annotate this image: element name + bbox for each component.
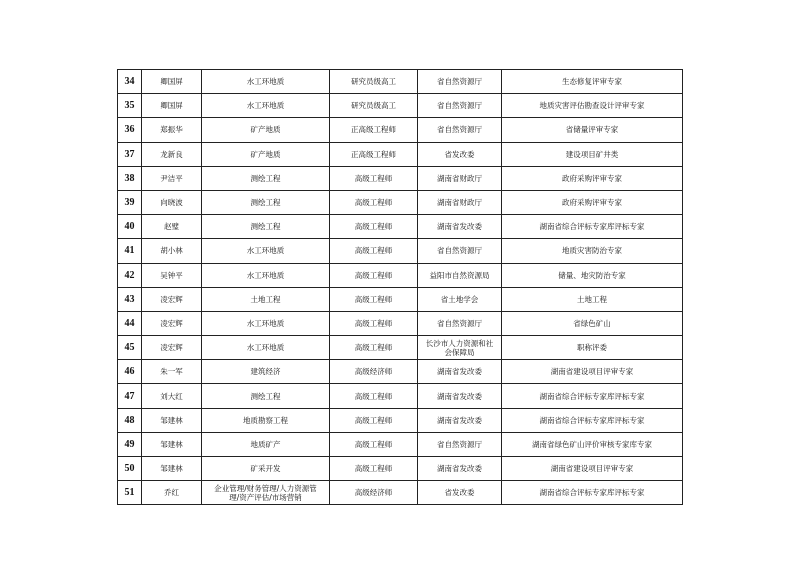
expert-category-cell: 省绿色矿山 (502, 311, 683, 335)
expert-name-cell: 朱一军 (142, 360, 202, 384)
appointing-unit-cell: 长沙市人力资源和社 会保障局 (418, 336, 502, 360)
expert-category-cell: 地质灾害防治专家 (502, 239, 683, 263)
specialty-cell: 土地工程 (202, 287, 330, 311)
professional-title-cell: 高级工程师 (330, 190, 418, 214)
appointing-unit-cell: 省土地学会 (418, 287, 502, 311)
table-row (118, 142, 683, 166)
row-number-cell: 47 (118, 384, 142, 408)
professional-title-cell: 高级工程师 (330, 166, 418, 190)
row-number-cell: 45 (118, 336, 142, 360)
table-row (118, 384, 683, 408)
specialty-cell: 测绘工程 (202, 190, 330, 214)
professional-title-cell: 高级经济师 (330, 481, 418, 505)
expert-category-cell: 职称评委 (502, 336, 683, 360)
expert-name-cell: 卿国屏 (142, 70, 202, 94)
table-row (118, 70, 683, 94)
expert-name-cell: 向晓波 (142, 190, 202, 214)
table-row (118, 481, 683, 505)
expert-category-cell: 湖南省综合评标专家库评标专家 (502, 408, 683, 432)
table-row (118, 408, 683, 432)
specialty-cell: 矿产地质 (202, 142, 330, 166)
appointing-unit-cell: 省自然资源厅 (418, 94, 502, 118)
specialty-cell: 矿采开发 (202, 457, 330, 481)
row-number-cell: 35 (118, 94, 142, 118)
row-number-cell: 40 (118, 215, 142, 239)
table-row (118, 94, 683, 118)
appointing-unit-cell: 省发改委 (418, 142, 502, 166)
expert-category-cell: 湖南省综合评标专家库评标专家 (502, 215, 683, 239)
professional-title-cell: 高级工程师 (330, 263, 418, 287)
expert-category-cell: 储量、地灾防治专家 (502, 263, 683, 287)
expert-category-cell: 湖南省建设项目评审专家 (502, 457, 683, 481)
professional-title-cell: 高级工程师 (330, 311, 418, 335)
appointing-unit-cell: 省自然资源厅 (418, 118, 502, 142)
specialty-cell: 水工环地质 (202, 336, 330, 360)
appointing-unit-cell: 湖南省发改委 (418, 408, 502, 432)
row-number-cell: 49 (118, 432, 142, 456)
appointing-unit-cell: 省自然资源厅 (418, 432, 502, 456)
expert-name-cell: 郑振华 (142, 118, 202, 142)
specialty-cell: 水工环地质 (202, 311, 330, 335)
specialty-cell: 地质矿产 (202, 432, 330, 456)
professional-title-cell: 高级工程师 (330, 239, 418, 263)
expert-name-cell: 邹建林 (142, 457, 202, 481)
specialty-cell: 测绘工程 (202, 384, 330, 408)
expert-name-cell: 吴钟平 (142, 263, 202, 287)
expert-category-cell: 湖南省综合评标专家库评标专家 (502, 481, 683, 505)
appointing-unit-cell: 湖南省发改委 (418, 457, 502, 481)
specialty-cell: 测绘工程 (202, 166, 330, 190)
expert-name-cell: 凌宏辉 (142, 287, 202, 311)
table-row (118, 118, 683, 142)
expert-category-cell: 政府采购评审专家 (502, 166, 683, 190)
row-number-cell: 43 (118, 287, 142, 311)
table-row (118, 239, 683, 263)
specialty-cell: 水工环地质 (202, 70, 330, 94)
table-row (118, 457, 683, 481)
specialty-cell: 水工环地质 (202, 263, 330, 287)
expert-name-cell: 龙新良 (142, 142, 202, 166)
expert-name-cell: 胡小林 (142, 239, 202, 263)
specialty-cell: 矿产地质 (202, 118, 330, 142)
row-number-cell: 42 (118, 263, 142, 287)
professional-title-cell: 高级工程师 (330, 287, 418, 311)
expert-name-cell: 凌宏辉 (142, 336, 202, 360)
professional-title-cell: 高级工程师 (330, 215, 418, 239)
expert-category-cell: 湖南省建设项目评审专家 (502, 360, 683, 384)
professional-title-cell: 高级工程师 (330, 432, 418, 456)
row-number-cell: 37 (118, 142, 142, 166)
appointing-unit-cell: 省自然资源厅 (418, 239, 502, 263)
expert-category-cell: 湖南省绿色矿山评价审核专家库专家 (502, 432, 683, 456)
table-row (118, 166, 683, 190)
appointing-unit-cell: 湖南省财政厅 (418, 166, 502, 190)
expert-name-cell: 刘大红 (142, 384, 202, 408)
expert-category-cell: 地质灾害评估勘查设计评审专家 (502, 94, 683, 118)
table-row (118, 336, 683, 360)
row-number-cell: 36 (118, 118, 142, 142)
expert-category-cell: 省储量评审专家 (502, 118, 683, 142)
expert-name-cell: 凌宏辉 (142, 311, 202, 335)
professional-title-cell: 正高级工程师 (330, 118, 418, 142)
appointing-unit-cell: 湖南省发改委 (418, 215, 502, 239)
specialty-cell: 水工环地质 (202, 239, 330, 263)
professional-title-cell: 研究员级高工 (330, 70, 418, 94)
expert-category-cell: 建设项目矿井类 (502, 142, 683, 166)
professional-title-cell: 高级经济师 (330, 360, 418, 384)
row-number-cell: 50 (118, 457, 142, 481)
row-number-cell: 41 (118, 239, 142, 263)
specialty-cell: 企业管理/财务管理/人力资源管 理/资产评估/市场营销 (202, 481, 330, 505)
expert-name-cell: 尹洁平 (142, 166, 202, 190)
specialty-cell: 水工环地质 (202, 94, 330, 118)
professional-title-cell: 正高级工程师 (330, 142, 418, 166)
appointing-unit-cell: 湖南省发改委 (418, 360, 502, 384)
professional-title-cell: 高级工程师 (330, 408, 418, 432)
expert-name-cell: 乔红 (142, 481, 202, 505)
appointing-unit-cell: 湖南省发改委 (418, 384, 502, 408)
table-row (118, 311, 683, 335)
row-number-cell: 34 (118, 70, 142, 94)
professional-title-cell: 高级工程师 (330, 384, 418, 408)
table-row (118, 287, 683, 311)
table-row (118, 190, 683, 214)
appointing-unit-cell: 省发改委 (418, 481, 502, 505)
row-number-cell: 44 (118, 311, 142, 335)
expert-table (117, 69, 683, 505)
table-row (118, 432, 683, 456)
row-number-cell: 46 (118, 360, 142, 384)
expert-name-cell: 邹建林 (142, 432, 202, 456)
specialty-cell: 测绘工程 (202, 215, 330, 239)
specialty-cell: 建筑经济 (202, 360, 330, 384)
row-number-cell: 51 (118, 481, 142, 505)
professional-title-cell: 研究员级高工 (330, 94, 418, 118)
expert-category-cell: 生态修复评审专家 (502, 70, 683, 94)
row-number-cell: 38 (118, 166, 142, 190)
expert-name-cell: 卿国屏 (142, 94, 202, 118)
table-row (118, 360, 683, 384)
expert-category-cell: 湖南省综合评标专家库评标专家 (502, 384, 683, 408)
appointing-unit-cell: 省自然资源厅 (418, 311, 502, 335)
professional-title-cell: 高级工程师 (330, 457, 418, 481)
appointing-unit-cell: 省自然资源厅 (418, 70, 502, 94)
row-number-cell: 48 (118, 408, 142, 432)
expert-category-cell: 政府采购评审专家 (502, 190, 683, 214)
row-number-cell: 39 (118, 190, 142, 214)
table-row (118, 263, 683, 287)
expert-name-cell: 赵璧 (142, 215, 202, 239)
professional-title-cell: 高级工程师 (330, 336, 418, 360)
appointing-unit-cell: 湖南省财政厅 (418, 190, 502, 214)
specialty-cell: 地质勘察工程 (202, 408, 330, 432)
expert-category-cell: 土地工程 (502, 287, 683, 311)
expert-name-cell: 邹建林 (142, 408, 202, 432)
table-row (118, 215, 683, 239)
appointing-unit-cell: 益阳市自然资源局 (418, 263, 502, 287)
